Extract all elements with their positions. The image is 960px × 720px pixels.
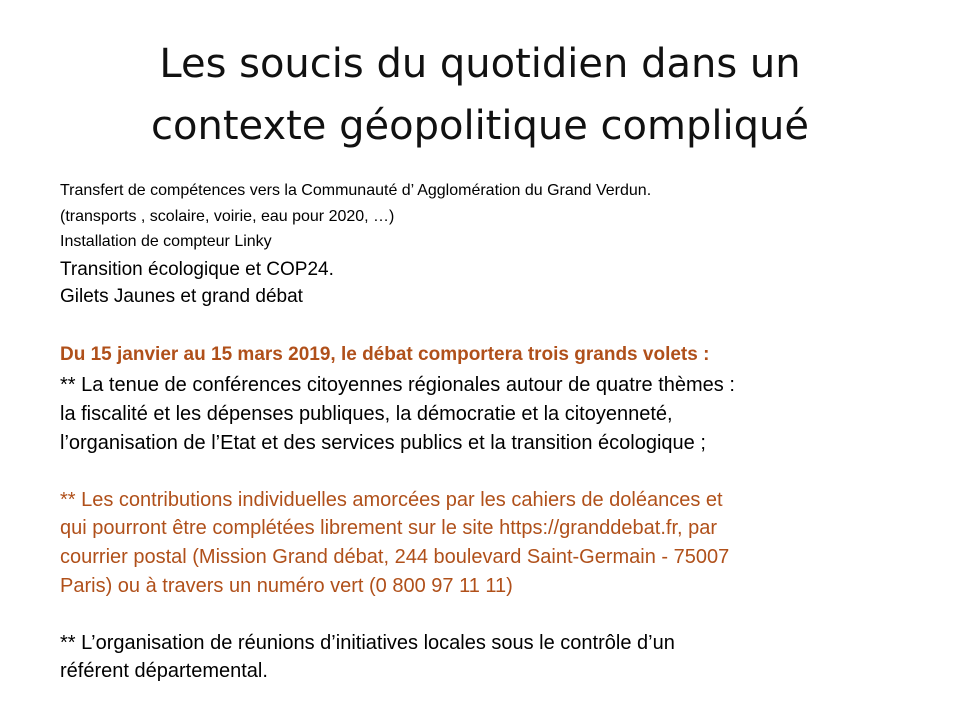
slide-title-line-2: contexte géopolitique compliqué <box>151 103 809 149</box>
transition-ecologique-line: Transition écologique et COP24. <box>60 259 334 280</box>
point1-line-3: l’organisation de l’Etat et des services publics et la transition écologique ; <box>60 432 706 454</box>
point2-line-1: ** Les contributions individuelles amorcées par les cahiers de doléances et <box>60 489 723 511</box>
linky-line: Installation de compteur Linky <box>60 233 272 250</box>
debate-heading: Du 15 janvier au 15 mars 2019, le débat comportera trois grands volets : <box>60 344 710 365</box>
point3-line-2: référent départemental. <box>60 660 268 682</box>
point3-line-1: ** L’organisation de réunions d’initiatives locales sous le contrôle d’un <box>60 632 675 654</box>
point2-line-2: qui pourront être complétées librement sur le site https://granddebat.fr, par <box>60 517 718 539</box>
point2-line-3: courrier postal (Mission Grand débat, 244 boulevard Saint-Germain - 75007 <box>60 546 730 568</box>
point1-line-1: ** La tenue de conférences citoyennes régionales autour de quatre thèmes : <box>60 374 735 396</box>
transfer-competences-line: Transfert de compétences vers la Communauté d’ Agglomération du Grand Verdun. <box>60 182 652 199</box>
transfer-details-line: (transports , scolaire, voirie, eau pour 2020, …) <box>60 208 395 225</box>
point2-line-4: Paris) ou à travers un numéro vert (0 800 97 11 11) <box>60 575 513 597</box>
point1-line-2: la fiscalité et les dépenses publiques, la démocratie et la citoyenneté, <box>60 403 673 425</box>
slide-title-line-1: Les soucis du quotidien dans un <box>159 41 801 87</box>
gilets-jaunes-line: Gilets Jaunes et grand débat <box>60 286 303 307</box>
